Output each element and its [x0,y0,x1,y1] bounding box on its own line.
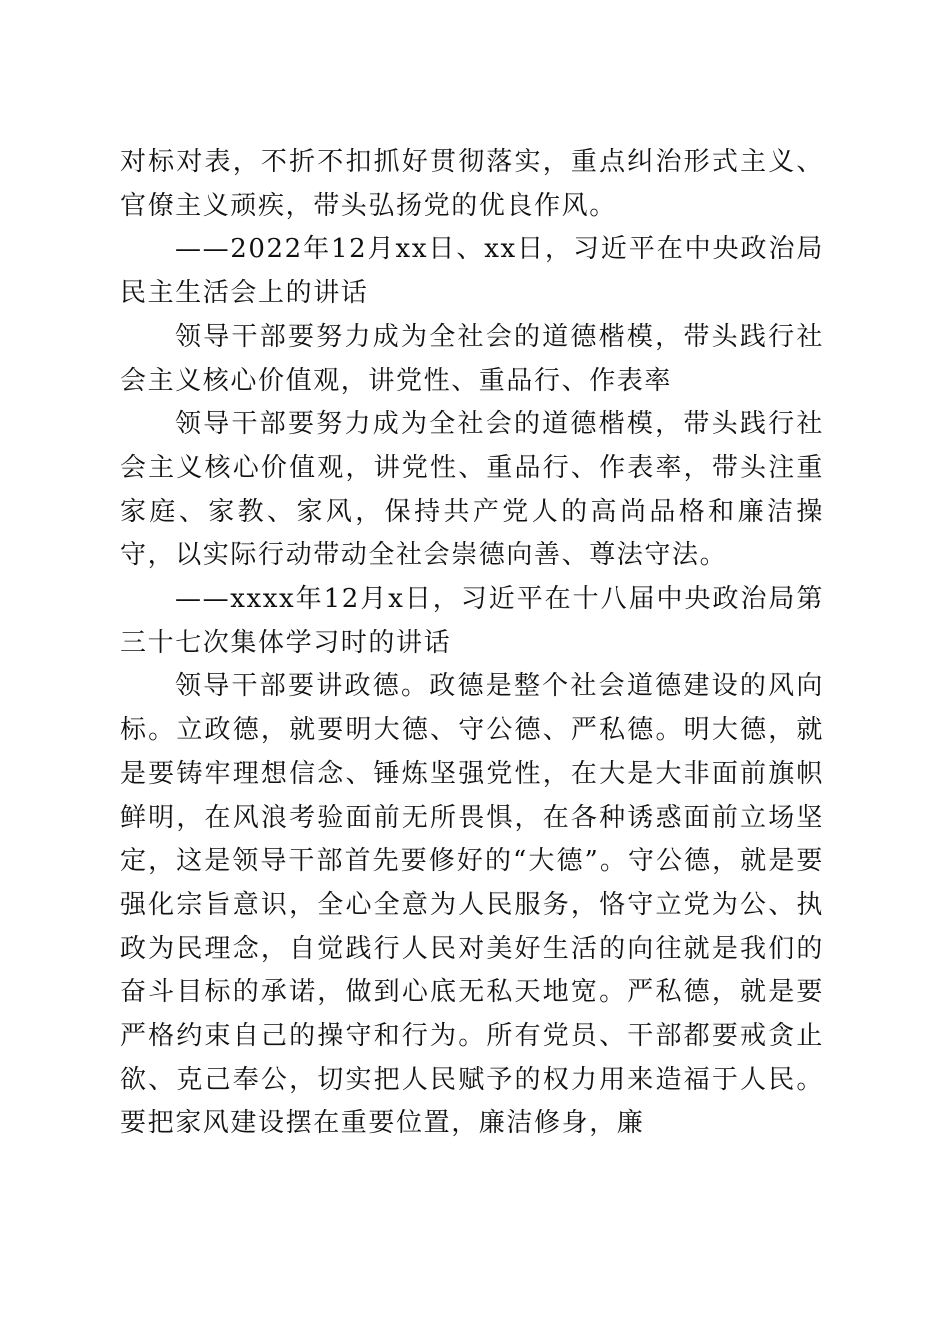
paragraph-citation-2: ——xxxx年12月x日，习近平在十八届中央政治局第三十七次集体学习时的讲话 [120,584,824,658]
document-body [120,141,824,1146]
paragraph-heading-quote: 领导干部要努力成为全社会的道德楷模，带头践行社会主义核心价值观，讲党性、重品行、作表率 [120,321,824,396]
paragraph-quote-3: 领导干部要讲政德。政德是整个社会道德建设的风向标。立政德，就要明大德、守公德、严私德。明大德，就是要铸牢理想信念、锤炼坚强党性，在大是大非面前旗帜鲜明，在风浪考验面前无所畏惧，在各种诱惑面前立场坚定，这是领导干部首先要修好的“大德”。守公德，就是要强化宗旨意识，全心全意为人民服务，恪守立党为公、执政为民理念，自觉践行人民对美好生活的向往就是我们的奋斗目标的承诺，做到心底无私天地宽。严私德，就是要严格约束自己的操守和行为。所有党员、干部都要戒贪止欲、克己奉公，切实把人民赋予的权力用来造福于人民。要把家风建设摆在重要位置，廉洁修身，廉 [120,671,824,1139]
paragraph-quote-2: 领导干部要努力成为全社会的道德楷模，带头践行社会主义核心价值观，讲党性、重品行、作表率，带头注重家庭、家教、家风，保持共产党人的高尚品格和廉洁操守，以实际行动带动全社会崇德向善、尊法守法。 [120,409,824,571]
paragraph-continuation: 对标对表，不折不扣抓好贯彻落实，重点纠治形式主义、官僚主义顽疾，带头弘扬党的优良作风。 [120,147,824,221]
paragraph-citation-1: ——2022年12月xx日、xx日，习近平在中央政治局民主生活会上的讲话 [120,234,824,309]
